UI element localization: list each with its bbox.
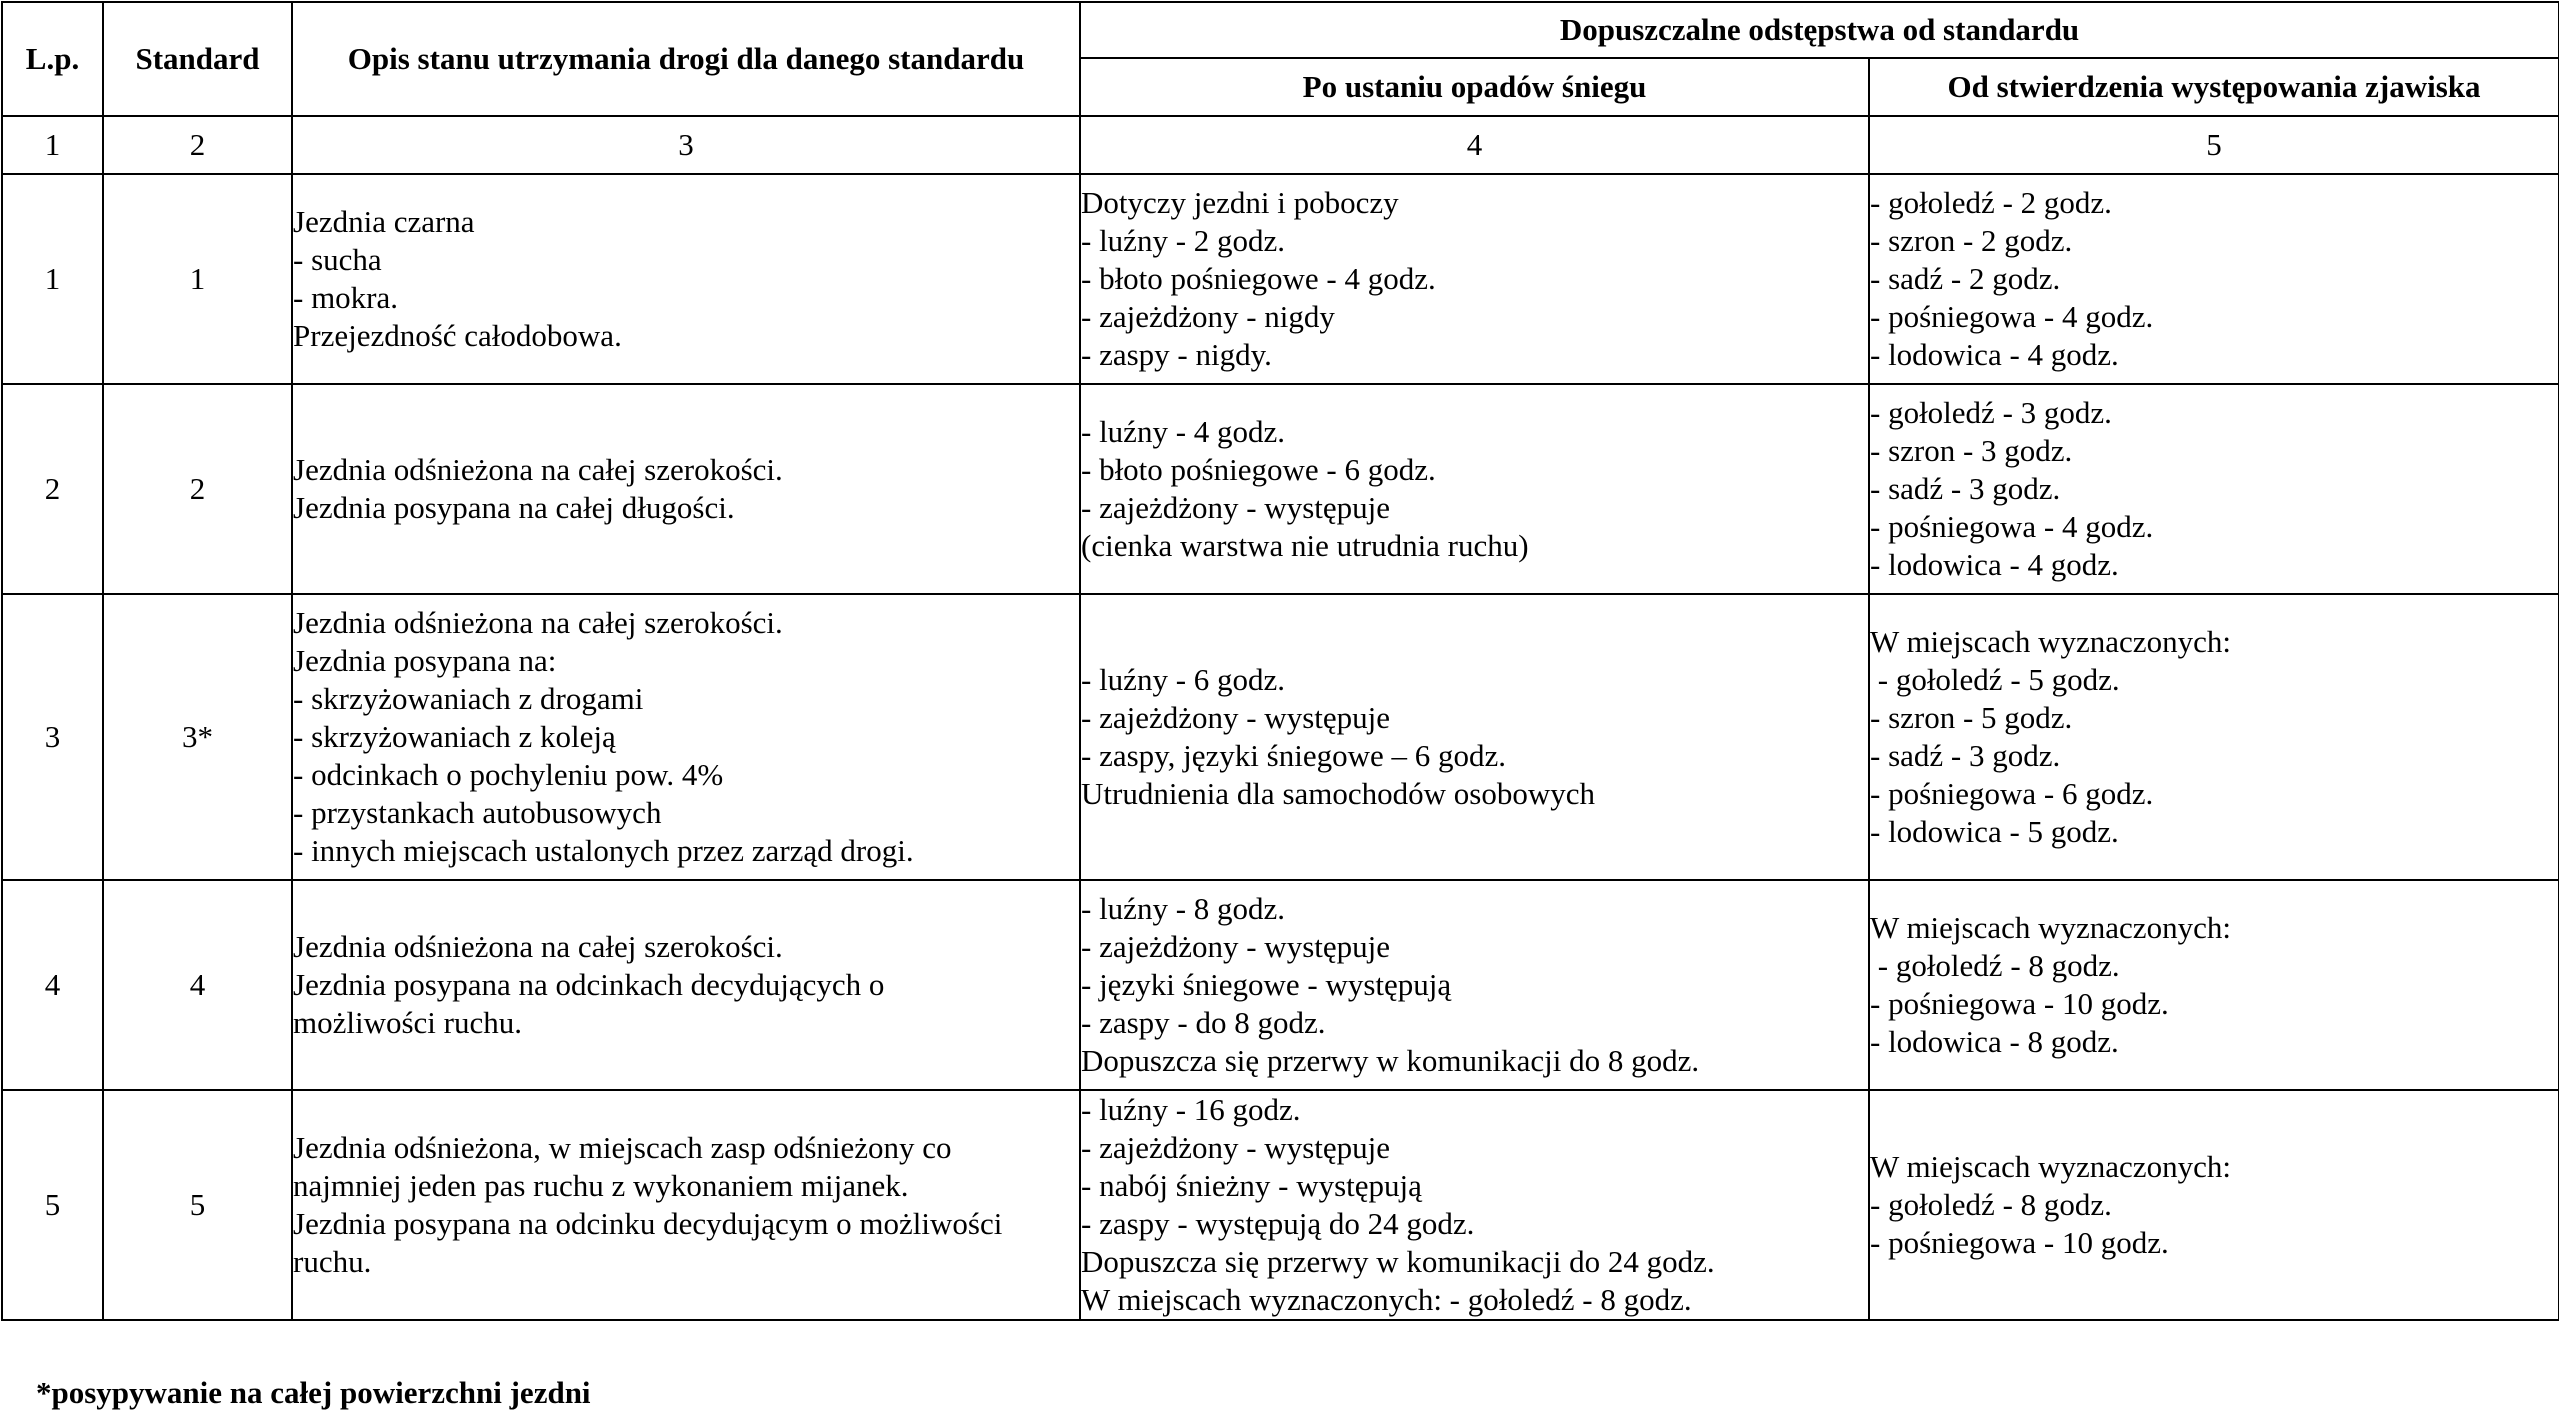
cell-lp: 2 bbox=[2, 384, 103, 594]
cell-lp: 4 bbox=[2, 880, 103, 1090]
cell-line: - mokra. bbox=[293, 280, 399, 315]
column-number: 1 bbox=[2, 116, 103, 174]
column-number-row bbox=[2, 116, 2559, 174]
footnote: *posypywanie na całej powierzchni jezdni bbox=[36, 1375, 591, 1410]
cell-line: - luźny - 6 godz. bbox=[1081, 662, 1286, 697]
cell-line: - przystankach autobusowych bbox=[293, 795, 662, 830]
cell-line: Jezdnia odśnieżona na całej szerokości. bbox=[293, 452, 783, 487]
cell-line: Jezdnia czarna bbox=[293, 204, 475, 239]
header-standard: Standard bbox=[103, 2, 292, 116]
cell-line: - luźny - 16 godz. bbox=[1081, 1092, 1301, 1127]
cell-od-stwierdzenia bbox=[1869, 880, 2559, 1090]
cell-line: - pośniegowa - 6 godz. bbox=[1870, 776, 2154, 811]
cell-line: - lodowica - 4 godz. bbox=[1870, 547, 2119, 582]
cell-line: - zaspy, języki śniegowe – 6 godz. bbox=[1081, 738, 1506, 773]
cell-line: - luźny - 8 godz. bbox=[1081, 891, 1286, 926]
cell-standard: 5 bbox=[103, 1090, 292, 1320]
cell-line: najmniej jeden pas ruchu z wykonaniem mijanek. bbox=[293, 1168, 909, 1203]
cell-line: Dopuszcza się przerwy w komunikacji do 24 godz. bbox=[1081, 1244, 1715, 1279]
cell-opis bbox=[292, 880, 1080, 1090]
cell-line: Przejezdność całodobowa. bbox=[293, 318, 622, 353]
cell-line: - pośniegowa - 4 godz. bbox=[1870, 509, 2154, 544]
cell-line: - zaspy - nigdy. bbox=[1081, 337, 1272, 372]
cell-line: - gołoledź - 8 godz. bbox=[1870, 1187, 2112, 1222]
cell-line: - skrzyżowaniach z drogami bbox=[293, 681, 644, 716]
cell-line: - zajeżdżony - występuje bbox=[1081, 700, 1391, 735]
cell-standard: 3* bbox=[103, 594, 292, 880]
cell-po-ustaniu bbox=[1080, 880, 1869, 1090]
cell-line: - lodowica - 4 godz. bbox=[1870, 337, 2119, 372]
table-row bbox=[2, 174, 2559, 384]
cell-line: - gołoledź - 2 godz. bbox=[1870, 185, 2112, 220]
cell-line: - szron - 2 godz. bbox=[1870, 223, 2073, 258]
cell-line: - pośniegowa - 10 godz. bbox=[1870, 1225, 2169, 1260]
table-row bbox=[2, 594, 2559, 880]
cell-line: Jezdnia posypana na odcinku decydującym o możliwości bbox=[293, 1206, 1003, 1241]
cell-line: możliwości ruchu. bbox=[293, 1005, 523, 1040]
cell-po-ustaniu bbox=[1080, 594, 1869, 880]
cell-line: - sucha bbox=[293, 242, 382, 277]
cell-line: - języki śniegowe - występują bbox=[1081, 967, 1452, 1002]
standards-table bbox=[1, 1, 2559, 1321]
cell-opis bbox=[292, 384, 1080, 594]
column-number: 2 bbox=[103, 116, 292, 174]
cell-line: ruchu. bbox=[293, 1244, 372, 1279]
cell-line: - skrzyżowaniach z koleją bbox=[293, 719, 616, 754]
cell-opis bbox=[292, 174, 1080, 384]
cell-line: - zajeżdżony - występuje bbox=[1081, 1130, 1391, 1165]
cell-line: - szron - 5 godz. bbox=[1870, 700, 2073, 735]
cell-od-stwierdzenia bbox=[1869, 174, 2559, 384]
cell-line: Jezdnia posypana na: bbox=[293, 643, 557, 678]
cell-line: W miejscach wyznaczonych: bbox=[1870, 910, 2231, 945]
header-od-stwierdzenia: Od stwierdzenia występowania zjawiska bbox=[1869, 58, 2559, 116]
cell-line: - błoto pośniegowe - 6 godz. bbox=[1081, 452, 1436, 487]
cell-line: (cienka warstwa nie utrudnia ruchu) bbox=[1081, 528, 1529, 563]
cell-line: - lodowica - 8 godz. bbox=[1870, 1024, 2119, 1059]
cell-line: - zajeżdżony - występuje bbox=[1081, 929, 1391, 964]
cell-line: - błoto pośniegowe - 4 godz. bbox=[1081, 261, 1436, 296]
cell-lp: 1 bbox=[2, 174, 103, 384]
header-lp: L.p. bbox=[2, 2, 103, 116]
cell-line: - gołoledź - 3 godz. bbox=[1870, 395, 2112, 430]
cell-line: - nabój śnieżny - występują bbox=[1081, 1168, 1422, 1203]
cell-standard: 1 bbox=[103, 174, 292, 384]
cell-line: - sadź - 3 godz. bbox=[1870, 471, 2061, 506]
header-po-ustaniu: Po ustaniu opadów śniegu bbox=[1080, 58, 1869, 116]
cell-po-ustaniu bbox=[1080, 174, 1869, 384]
cell-standard: 2 bbox=[103, 384, 292, 594]
cell-line: Jezdnia posypana na całej długości. bbox=[293, 490, 735, 525]
cell-line: - lodowica - 5 godz. bbox=[1870, 814, 2119, 849]
cell-line: - gołoledź - 5 godz. bbox=[1870, 662, 2120, 697]
cell-line: - zaspy - występują do 24 godz. bbox=[1081, 1206, 1475, 1241]
cell-standard: 4 bbox=[103, 880, 292, 1090]
cell-line: - sadź - 2 godz. bbox=[1870, 261, 2061, 296]
cell-od-stwierdzenia bbox=[1869, 1090, 2559, 1320]
cell-line: - zajeżdżony - nigdy bbox=[1081, 299, 1335, 334]
cell-od-stwierdzenia bbox=[1869, 384, 2559, 594]
table-row bbox=[2, 880, 2559, 1090]
cell-lp: 3 bbox=[2, 594, 103, 880]
table-row bbox=[2, 384, 2559, 594]
cell-line: Jezdnia odśnieżona, w miejscach zasp odśnieżony co bbox=[293, 1130, 952, 1165]
header-dopuszczalne: Dopuszczalne odstępstwa od standardu bbox=[1080, 2, 2559, 58]
cell-line: - luźny - 4 godz. bbox=[1081, 414, 1286, 449]
cell-line: - pośniegowa - 4 godz. bbox=[1870, 299, 2154, 334]
column-number: 4 bbox=[1080, 116, 1869, 174]
cell-line: - innych miejscach ustalonych przez zarząd drogi. bbox=[293, 833, 914, 868]
table-row bbox=[2, 1090, 2559, 1320]
cell-line: - zajeżdżony - występuje bbox=[1081, 490, 1391, 525]
cell-line: - gołoledź - 8 godz. bbox=[1870, 948, 2120, 983]
cell-line: Utrudnienia dla samochodów osobowych bbox=[1081, 776, 1595, 811]
cell-po-ustaniu bbox=[1080, 384, 1869, 594]
header-opis: Opis stanu utrzymania drogi dla danego standardu bbox=[292, 2, 1080, 116]
cell-line: Jezdnia odśnieżona na całej szerokości. bbox=[293, 929, 783, 964]
header-row-top bbox=[2, 2, 2559, 58]
cell-line: W miejscach wyznaczonych: - gołoledź - 8 godz. bbox=[1081, 1282, 1692, 1317]
table-body bbox=[2, 174, 2559, 1320]
column-number: 3 bbox=[292, 116, 1080, 174]
cell-line: W miejscach wyznaczonych: bbox=[1870, 624, 2231, 659]
cell-line: Jezdnia posypana na odcinkach decydujących o bbox=[293, 967, 885, 1002]
cell-line: Dopuszcza się przerwy w komunikacji do 8 godz. bbox=[1081, 1043, 1700, 1078]
column-number: 5 bbox=[1869, 116, 2559, 174]
cell-line: - odcinkach o pochyleniu pow. 4% bbox=[293, 757, 724, 792]
cell-line: - sadź - 3 godz. bbox=[1870, 738, 2061, 773]
cell-opis bbox=[292, 1090, 1080, 1320]
cell-po-ustaniu bbox=[1080, 1090, 1869, 1320]
cell-line: - luźny - 2 godz. bbox=[1081, 223, 1286, 258]
cell-od-stwierdzenia bbox=[1869, 594, 2559, 880]
cell-line: - zaspy - do 8 godz. bbox=[1081, 1005, 1326, 1040]
cell-line: - pośniegowa - 10 godz. bbox=[1870, 986, 2169, 1021]
cell-line: Dotyczy jezdni i poboczy bbox=[1081, 185, 1399, 220]
cell-opis bbox=[292, 594, 1080, 880]
cell-line: Jezdnia odśnieżona na całej szerokości. bbox=[293, 605, 783, 640]
cell-line: W miejscach wyznaczonych: bbox=[1870, 1149, 2231, 1184]
cell-line: - szron - 3 godz. bbox=[1870, 433, 2073, 468]
cell-lp: 5 bbox=[2, 1090, 103, 1320]
